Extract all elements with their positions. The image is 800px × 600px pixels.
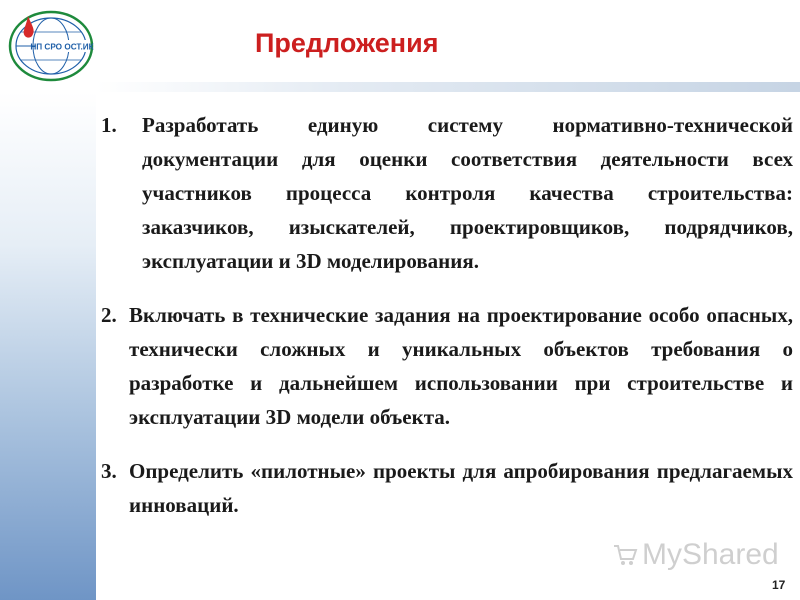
sidebar-gradient <box>0 92 96 600</box>
list-item-text: Включать в технические задания на проектирование особо опасных, технически сложных и уникальных объектов требования о разработке и дальнейшем использовании при строительстве и эксплуатации 3D модели объекта. <box>129 303 793 429</box>
list-item <box>101 298 793 434</box>
page-number: 17 <box>772 578 786 592</box>
list-item-text: Разработать единую систему нормативно-технической документации для оценки соответствия деятельности всех участников процесса контроля качества строительства: заказчиков, изыскателей, проектировщиков, подрядчиков, эксплуатации и 3D моделирования. <box>142 113 793 273</box>
watermark <box>612 538 779 572</box>
list-item <box>101 108 793 278</box>
list-item-number: 2. <box>101 303 117 327</box>
proposals-list <box>101 108 793 522</box>
watermark-text: MyShared <box>642 538 779 571</box>
cart-icon <box>612 542 638 568</box>
list-item-text: Определить «пилотные» проекты для апробирования предлагаемых инноваций. <box>129 459 793 517</box>
list-item-number: 1. <box>101 113 117 137</box>
list-item <box>101 454 793 522</box>
organization-logo <box>6 4 96 84</box>
globe-drop-logo-icon <box>6 4 96 84</box>
slide-title: Предложения <box>255 28 439 58</box>
list-item-number: 3. <box>101 459 117 483</box>
svg-text:НП СРО ОСТ.ИК: НП СРО ОСТ.ИК <box>30 42 94 52</box>
header-band <box>96 82 800 92</box>
